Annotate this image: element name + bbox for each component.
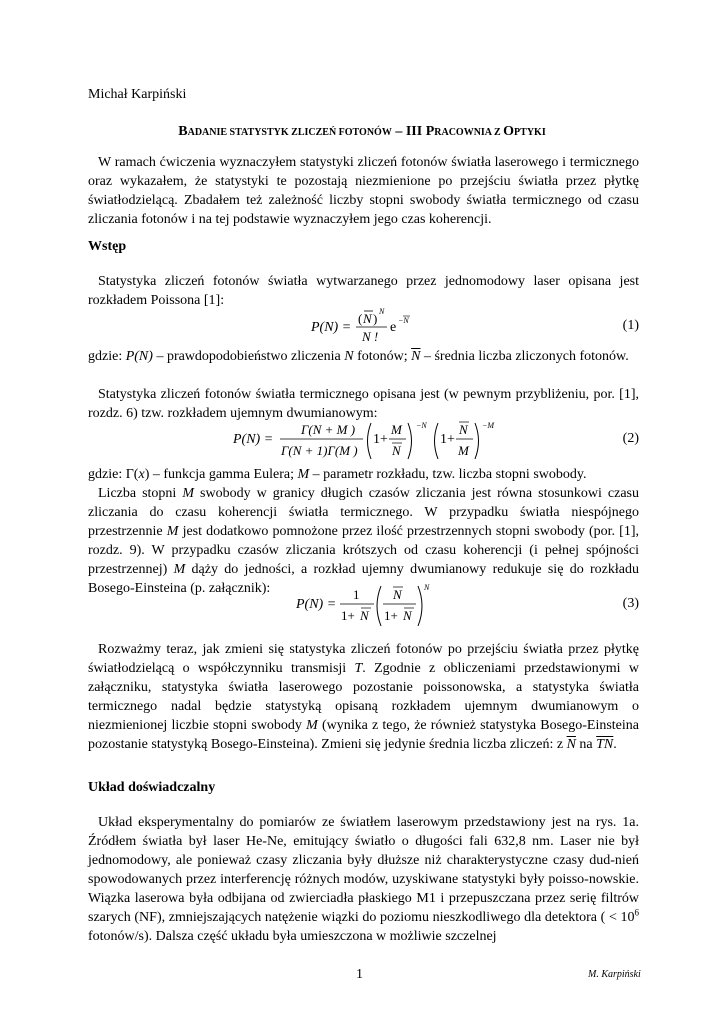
text-run: fotonów/s). Dalsza część układu była umieszczona w możliwie szczelnej (88, 929, 497, 944)
paper-title (88, 123, 636, 140)
equation-1-graphic (88, 307, 639, 347)
text-run: M (297, 467, 310, 482)
mean-n-symbol: $\overline{N}$ (411, 349, 421, 364)
text-run: (wynika z tego, że również statystyka Bosego-Einsteina pozostanie statystyką Bosego-Einsteina). Zmieni się jedynie średnia liczba zliczeń: z (88, 718, 640, 752)
eq2-paren-left (435, 423, 439, 459)
eq1-num-close: ) (373, 311, 378, 326)
text-run: ) – funkcja gamma Eulera; (144, 467, 298, 482)
text-run: – prawdopodobieństwo zliczenia (152, 349, 345, 364)
eq3-num: 1 (353, 587, 360, 602)
equation-number: (1) (622, 318, 639, 333)
text-run: Rozważmy teraz, jak zmieni się statystyka zliczeń fotonów po przejściu światła przez płytkę światłodzielącą o współczynniku transmisji (88, 642, 639, 676)
text-run: M (166, 524, 179, 539)
eq1-den: N ! (362, 329, 379, 344)
mean-tn-symbol: $\overline{TN}$ (596, 737, 614, 752)
eq2-exp1: −N (416, 421, 427, 430)
equation-1 (88, 307, 639, 347)
eq3-lhs: P(N) = (296, 597, 337, 612)
title-text: ADANIE STATYSTYK ZLICZEŃ FOTONÓW (187, 127, 392, 138)
text-run: gdzie: (88, 349, 126, 364)
text-run: – średnia liczba zliczonych fotonów. (420, 349, 629, 364)
title-initial: B (178, 124, 188, 139)
eq1-lhs: P(N) = (311, 320, 352, 335)
eq2-exp2: −M (482, 421, 495, 430)
title-initial: O (503, 124, 515, 139)
section-heading-intro: Wstęp (88, 239, 127, 254)
equation-number: (3) (622, 596, 639, 611)
text-run: M (306, 718, 318, 733)
intro-paragraph-6 (88, 640, 639, 754)
title-text: RACOWNIA Z (434, 127, 504, 138)
author-name: Michał Karpiński (88, 87, 187, 102)
text-run: M (182, 486, 195, 501)
text-run: . (613, 737, 617, 752)
text-run: dąży do jedności, a rozkład ujemny dwumianowy redukuje się do rozkładu Bosego-Einsteina (p. załącznik): (88, 562, 639, 596)
eq3-f-num: N (393, 587, 402, 602)
text-run: T (354, 661, 363, 676)
eq2-f1-den: N (392, 443, 401, 458)
text-run: gdzie: Γ( (88, 467, 139, 482)
eq1-e-exp: −N (398, 316, 409, 325)
intro-paragraph-3: Statystyka zliczeń fotonów światła termicznego opisana jest (w pewnym przybliżeniu, por. [1], rozdz. 6) tzw. rozkładem ujemnym dwumianowym: (88, 387, 639, 421)
footer-author: M. Karpiński (588, 969, 641, 980)
title-text: PTYKI (514, 127, 546, 138)
eq3-paren-left (377, 586, 381, 626)
intro-paragraph-1: Statystyka zliczeń fotonów światła wytwarzanego przez jednomodowy laser opisana jest rozkładem Poissona [1]: (88, 274, 639, 308)
eq3-paren-right (418, 586, 422, 626)
superscript: 6 (634, 907, 639, 918)
eq2-den: Γ(N + 1)Γ(M ) (281, 443, 358, 458)
equation-number: (2) (622, 431, 639, 446)
eq1-e: e (390, 320, 397, 335)
text-run: N (344, 349, 354, 364)
eq3-den-a: 1+ (341, 608, 355, 623)
text-run: – parametr rozkładu, tzw. liczba stopni swobody. (309, 467, 587, 482)
text-run: Układ eksperymentalny do pomiarów ze światłem laserowym przedstawiony jest na rys. 1a. Źródłem światła był laser He-Ne, emitujący światło o długości fali 632,8 nm. Laser nie był jednomodowy, ale ponieważ czasy zliczania były dłuższe niż charakterystyczne czasy dud-nień spowodowanych przez interferencję różnych modów, uzyskiwane statystyki były poisso-nowskie. Wiązka laserowa była odbijana od zwierciadła płaskiego M1 i przepuszczana przez serię filtrów szarych (NF), zmniejszających natężenie wiązki do poziomu nieszkodliwego dla detektora ( < 10 (88, 815, 639, 925)
mean-n-symbol: $\overline{N}$ (566, 737, 576, 752)
eq2-f2-den: M (458, 443, 469, 458)
eq3-f-den-n: N (403, 608, 412, 623)
intro-paragraph-5 (88, 484, 639, 598)
abstract: W ramach ćwiczenia wyznaczyłem statystyki zliczeń fotonów światła laserowego i termicznego oraz wykazałem, że statystyki te pozostają niezmienione po przejściu światła przez płytkę światłodzielącą. Zbadałem też zależność liczby stopni swobody światła termicznego od czasu zliczania fotonów i na tej podstawie wyznaczyłem jego czas koherencji. (88, 155, 639, 227)
title-dash: – (391, 124, 406, 139)
eq2-one-b: 1+ (440, 432, 455, 447)
eq3-den-n: N (360, 608, 369, 623)
eq3-f-den-a: 1+ (384, 608, 398, 623)
eq2-one-a: 1+ (373, 432, 388, 447)
eq2-paren-right (408, 423, 412, 459)
equation-2 (88, 420, 639, 464)
text-run: x (138, 467, 145, 482)
eq1-num-open: ( (358, 311, 363, 326)
text-run: fotonów; (353, 349, 412, 364)
eq2-f1-num: M (391, 422, 402, 437)
setup-paragraph-1 (88, 813, 639, 946)
equation-3 (88, 584, 639, 628)
text-run: . Zgodnie z obliczeniami przedstawionymi w załączniku, statystyka światła laserowego pozostanie poissonowska, a statystyka światła termicznego nadal będzie statystyką opisaną rozkładem ujemnym dwumianowym o niezmienionej liczbie stopni swobody (88, 661, 639, 733)
eq2-num: Γ(N + M ) (301, 422, 356, 437)
intro-paragraph-4 (88, 465, 639, 484)
text-run: M (173, 562, 186, 577)
eq2-lhs: P(N) = (233, 432, 274, 447)
eq3-exp: N (424, 583, 430, 592)
eq2-paren-left (368, 423, 372, 459)
text-run: jest dodatkowo pomnożone przez ilość przestrzennych stopni swobody (por. [1], rozdz. 9). W przypadku czasów zliczania krótszych od czasu koherencji (i pełnej spójności przestrzennej) (88, 524, 639, 577)
eq1-num-exp: N (379, 307, 385, 316)
eq2-f2-num: N (459, 422, 468, 437)
eq1-num-n: N (363, 311, 372, 326)
eq2-paren-right (475, 423, 479, 459)
text-run: P(N) (125, 349, 153, 364)
text-run: swobody w granicy długich czasów zliczania jest równa stosunkowi czasu zliczania do czasu koherencji światła termicznego. W przypadku światła niespójnego przestrzennie (88, 486, 640, 539)
title-roman: III (405, 124, 426, 139)
text-run: na (575, 737, 597, 752)
section-heading-setup: Układ doświadczalny (88, 780, 216, 795)
equation-3-graphic (88, 584, 639, 628)
intro-paragraph-2 (88, 347, 639, 366)
title-initial: P (425, 124, 435, 139)
text-run: Liczba stopni (98, 486, 183, 501)
equation-2-graphic (88, 420, 639, 464)
page-number: 1 (356, 967, 363, 982)
